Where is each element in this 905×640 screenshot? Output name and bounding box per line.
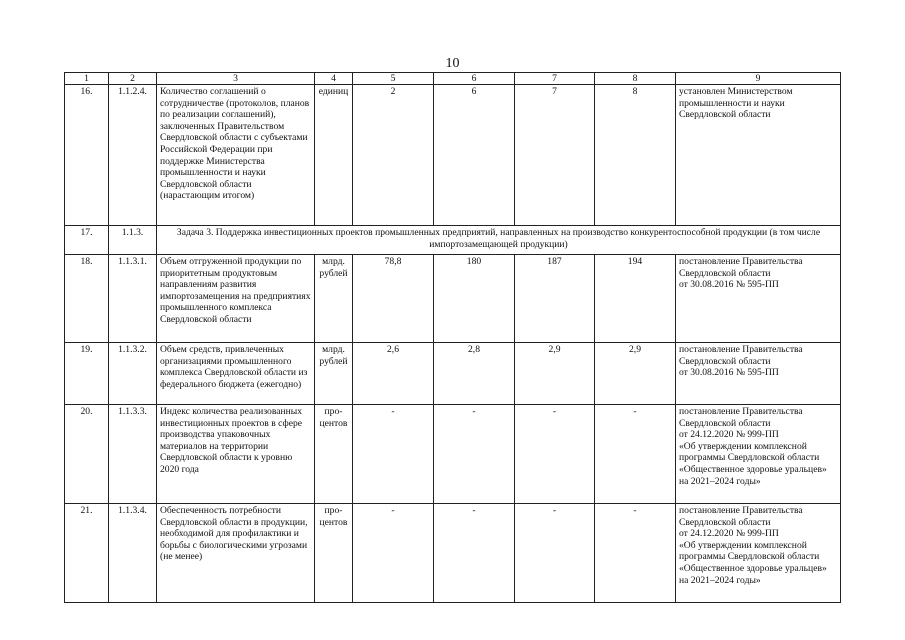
value-col7: - <box>515 405 595 504</box>
header-cell: 7 <box>515 73 595 85</box>
header-cell: 8 <box>595 73 676 85</box>
source-document: постановление Правительства Свердловской области от 30.08.2016 № 595-ПП <box>676 343 841 405</box>
table-row <box>65 255 841 343</box>
row-number: 19. <box>65 343 109 405</box>
indicator-name: Обеспеченность потребности Свердловской области в продукции, необходимой для профилактики и борьбы с биологическими угрозами (не менее) <box>157 504 315 603</box>
row-code: 1.1.3.2. <box>109 343 157 405</box>
row-code: 1.1.3.1. <box>109 255 157 343</box>
value-col5: - <box>353 405 434 504</box>
value-col6: - <box>434 405 515 504</box>
unit: единиц <box>315 85 353 226</box>
task-heading: Задача 3. Поддержка инвестиционных проектов промышленных предприятий, направленных на производство конкурентоспособной продукции (в том числе импортозамещающей продукции) <box>157 226 841 255</box>
table-row <box>65 343 841 405</box>
table-row <box>65 405 841 504</box>
value-col8: 194 <box>595 255 676 343</box>
value-col8: 8 <box>595 85 676 226</box>
header-cell: 1 <box>65 73 109 85</box>
table-row <box>65 226 841 255</box>
value-col8: - <box>595 504 676 603</box>
value-col7: 2,9 <box>515 343 595 405</box>
value-col6: 2,8 <box>434 343 515 405</box>
header-cell: 4 <box>315 73 353 85</box>
header-cell: 9 <box>676 73 841 85</box>
value-col6: 6 <box>434 85 515 226</box>
row-code: 1.1.3.4. <box>109 504 157 603</box>
value-col5: 2 <box>353 85 434 226</box>
source-document: постановление Правительства Свердловской области от 24.12.2020 № 999-ПП «Об утверждении комплексной программы Свердловской области «Общественное здоровье уральцев» на 2021–2024 годы» <box>676 504 841 603</box>
row-code: 1.1.2.4. <box>109 85 157 226</box>
value-col7: 187 <box>515 255 595 343</box>
indicator-name: Объем средств, привлеченных организациями промышленного комплекса Свердловской области из федерального бюджета (ежегодно) <box>157 343 315 405</box>
indicators-table <box>64 72 841 603</box>
value-col7: - <box>515 504 595 603</box>
indicator-name: Объем отгруженной продукции по приоритетным продуктовым направлениям развития импортозамещения на предприятиях промышленного комплекса Свердловской области <box>157 255 315 343</box>
value-col8: 2,9 <box>595 343 676 405</box>
header-row <box>65 73 841 85</box>
header-cell: 2 <box>109 73 157 85</box>
unit: млрд. рублей <box>315 255 353 343</box>
source-document: установлен Министерством промышленности и науки Свердловской области <box>676 85 841 226</box>
row-number: 17. <box>65 226 109 255</box>
unit: про- центов <box>315 405 353 504</box>
row-number: 20. <box>65 405 109 504</box>
row-number: 16. <box>65 85 109 226</box>
indicator-name: Индекс количества реализованных инвестиционных проектов в сфере производства упаковочных материалов на территории Свердловской области к уровню 2020 года <box>157 405 315 504</box>
value-col6: - <box>434 504 515 603</box>
indicator-name: Количество соглашений о сотрудничестве (протоколов, планов по реализации соглашений), заключенных Правительством Свердловской области с субъектами Российской Федерации при поддержке Министерства промышленности и науки Свердловской области (нарастающим итогом) <box>157 85 315 226</box>
header-cell: 3 <box>157 73 315 85</box>
source-document: постановление Правительства Свердловской области от 30.08.2016 № 595-ПП <box>676 255 841 343</box>
value-col6: 180 <box>434 255 515 343</box>
table-row <box>65 504 841 603</box>
row-code: 1.1.3.3. <box>109 405 157 504</box>
header-cell: 5 <box>353 73 434 85</box>
value-col8: - <box>595 405 676 504</box>
table-row <box>65 85 841 226</box>
value-col5: 2,6 <box>353 343 434 405</box>
value-col5: - <box>353 504 434 603</box>
page-number: 10 <box>445 56 460 71</box>
row-code: 1.1.3. <box>109 226 157 255</box>
value-col7: 7 <box>515 85 595 226</box>
value-col5: 78,8 <box>353 255 434 343</box>
row-number: 18. <box>65 255 109 343</box>
unit: млрд. рублей <box>315 343 353 405</box>
header-cell: 6 <box>434 73 515 85</box>
source-document: постановление Правительства Свердловской области от 24.12.2020 № 999-ПП «Об утверждении комплексной программы Свердловской области «Общественное здоровье уральцев» на 2021–2024 годы» <box>676 405 841 504</box>
unit: про- центов <box>315 504 353 603</box>
row-number: 21. <box>65 504 109 603</box>
